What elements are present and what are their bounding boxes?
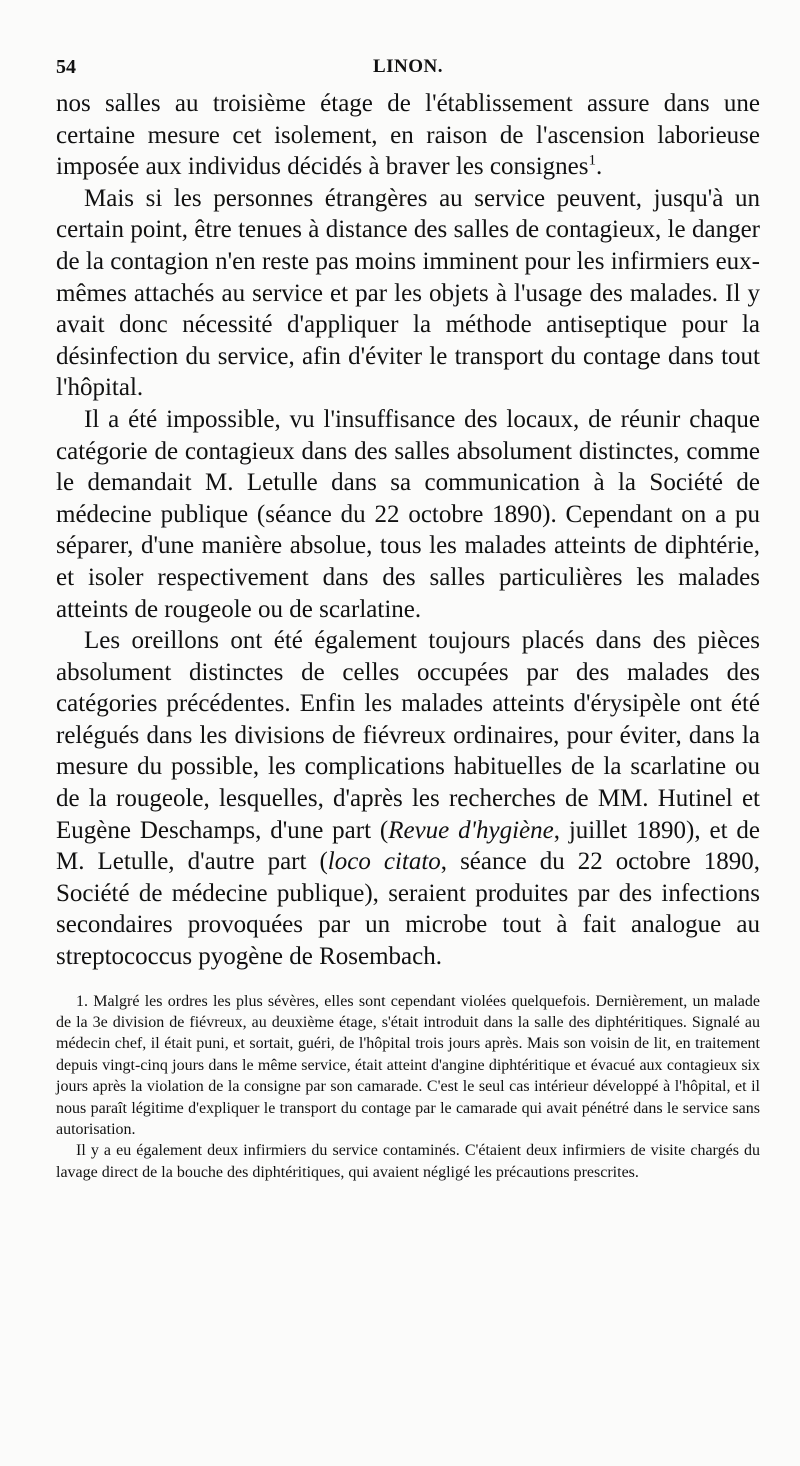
body-text [56, 88, 760, 973]
footnote-1: 1. Malgré les ordres les plus sévères, elles sont cependant violées quelquefois. Dernièrement, un malade de la 3e division de fiévreux, au deuxième étage, s'était introduit dans la salle des diphtéritiques. Signalé au médecin chef, il était puni, et sortait, guéri, de l'hôpital trois jours après. Mais son voisin de lit, en traitement depuis vingt-cinq jours dans le même service, était atteint d'angine diphtéritique et évacué aux contagieux six jours après la violation de la consigne par son camarade. C'est le seul cas intérieur développé à l'hôpital, et il nous paraît légitime d'expliquer le transport du contage par le camarade qui avait pénétré dans le service sans autorisation. [56, 992, 760, 1139]
paragraph-4-text-c: , séance du 22 octobre 1890, Société de médecine publique), seraient produites par des infections secondaires provoquées par un microbe tout à fait analogue au streptococcus pyogène de Rosembach. [56, 848, 760, 971]
paragraph-4 [56, 625, 760, 973]
paragraph-4-text-a: Les oreillons ont été également toujours placés dans des pièces absolument distinctes de celles occupées par des malades des catégories précédentes. Enfin les malades atteints d'érysipèle ont été relégués dans les divisions de fiévreux ordinaires, pour éviter, dans la mesure du possible, les complications habituelles de la scarlatine ou de la rougeole, lesquelles, d'après les recherches de MM. Hutinel et Eugène Deschamps, d'une part ( [56, 627, 760, 844]
paragraph-2: Mais si les personnes étrangères au service peuvent, jusqu'à un certain point, être tenues à distance des salles de contagieux, le danger de la contagion n'en reste pas moins imminent pour les infirmiers eux-mêmes attachés au service et par les objets à l'usage des malades. Il y avait donc nécessité d'appliquer la méthode antiseptique pour la désinfection du service, afin d'éviter le transport du contage dans tout l'hôpital. [56, 184, 760, 402]
footnote-2: Il y a eu également deux infirmiers du service contaminés. C'étaient deux infirmiers de visite chargés du lavage direct de la bouche des diphtéritiques, qui avaient négligé les précautions prescrites. [56, 1142, 760, 1181]
footnote-reference: 1 [588, 152, 596, 169]
paragraph-4-text-b: , juillet 1890), et de M. Letulle, d'autre part ( [56, 816, 760, 876]
page-header [56, 48, 760, 88]
loco-citato: loco citato [327, 848, 441, 876]
paragraph-3: Il a été impossible, vu l'insuffisance des locaux, de réunir chaque catégorie de contagieux dans des salles absolument distinctes, comme le demandait M. Letulle dans sa communication à la Société de médecine publique (séance du 22 octobre 1890). Cependant on a pu séparer, d'une manière absolue, tous les malades atteints de diphtérie, et isoler respectivement dans des salles particulières les malades atteints de rougeole ou de scarlatine. [56, 405, 760, 623]
running-title: LINON. [372, 56, 444, 77]
page-number: 54 [56, 56, 76, 78]
footnotes [56, 991, 760, 1184]
paragraph-1 [56, 88, 760, 183]
journal-title: Revue d'hygiène [388, 816, 554, 844]
paragraph-1-text: nos salles au troisième étage de l'établissement assure dans une certaine mesure cet isolement, en raison de l'ascension laborieuse imposée aux individus décidés à braver les consignes [56, 90, 760, 181]
document-page [56, 48, 760, 1183]
paragraph-1-end: . [596, 153, 603, 181]
